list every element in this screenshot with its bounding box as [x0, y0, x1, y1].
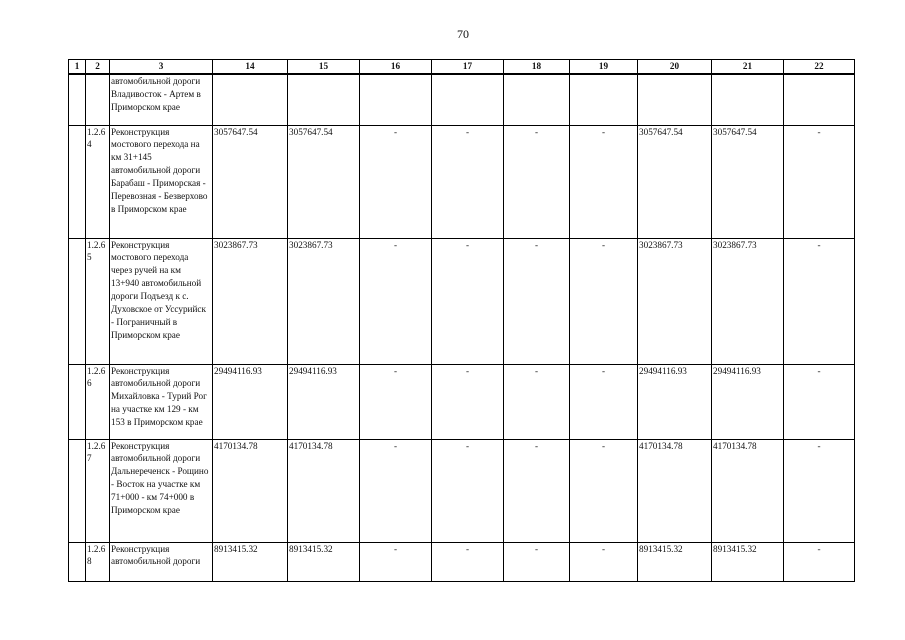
cell-item-name: Реконструкция автомобильной дороги Михайловка - Турий Рог на участке км 129 - км 153 в Приморском крае: [110, 364, 213, 439]
cell-col-20: 29494116.93: [638, 364, 712, 439]
table-header: [69, 60, 855, 75]
header-col-3: 3: [110, 60, 213, 75]
cell-col-16: -: [360, 238, 432, 364]
cell-item-number: 1.2.6 4: [86, 125, 110, 238]
cell-col-17: -: [432, 542, 504, 581]
cell-col-20: 3023867.73: [638, 238, 712, 364]
cell-col-1: [69, 74, 86, 125]
cell-col-1: [69, 238, 86, 364]
table-row: [69, 125, 855, 238]
cell-col-15: 3023867.73: [288, 238, 360, 364]
header-col-15: 15: [288, 60, 360, 75]
cell-col-19: [570, 74, 638, 125]
cell-item-number: 1.2.6 6: [86, 364, 110, 439]
cell-col-17: [432, 74, 504, 125]
cell-col-20: 3057647.54: [638, 125, 712, 238]
cell-col-17: -: [432, 238, 504, 364]
header-col-1: 1: [69, 60, 86, 75]
cell-col-16: -: [360, 125, 432, 238]
cell-item-name: Реконструкция автомобильной дороги: [110, 542, 213, 581]
cell-col-18: -: [504, 542, 570, 581]
cell-col-15: 8913415.32: [288, 542, 360, 581]
cell-col-19: -: [570, 542, 638, 581]
table-row: [69, 238, 855, 364]
cell-col-21: 8913415.32: [712, 542, 784, 581]
cell-col-16: -: [360, 439, 432, 542]
header-col-21: 21: [712, 60, 784, 75]
header-col-2: 2: [86, 60, 110, 75]
cell-col-20: [638, 74, 712, 125]
cell-col-21: 3023867.73: [712, 238, 784, 364]
table-row: [69, 364, 855, 439]
cell-col-22: -: [784, 238, 855, 364]
cell-col-14: 4170134.78: [213, 439, 288, 542]
cell-col-1: [69, 439, 86, 542]
cell-col-21: 29494116.93: [712, 364, 784, 439]
cell-item-name: Реконструкция мостового перехода через ручей на км 13+940 автомобильной дороги Подъезд к с. Духовское от Уссурийск - Пограничный в Приморском крае: [110, 238, 213, 364]
cell-col-15: 3057647.54: [288, 125, 360, 238]
cell-col-14: 3057647.54: [213, 125, 288, 238]
table-body: [69, 74, 855, 581]
cell-col-18: -: [504, 364, 570, 439]
cell-col-15: [288, 74, 360, 125]
cell-col-14: 29494116.93: [213, 364, 288, 439]
cell-item-name: автомобильной дороги Владивосток - Артем в Приморском крае: [110, 74, 213, 125]
cell-col-18: -: [504, 238, 570, 364]
budget-table: [68, 59, 855, 582]
cell-item-number: 1.2.6 8: [86, 542, 110, 581]
cell-col-22: -: [784, 439, 855, 542]
cell-col-19: -: [570, 439, 638, 542]
cell-col-22: -: [784, 125, 855, 238]
header-col-19: 19: [570, 60, 638, 75]
header-col-14: 14: [213, 60, 288, 75]
cell-col-18: -: [504, 439, 570, 542]
cell-col-22: [784, 74, 855, 125]
cell-col-19: -: [570, 125, 638, 238]
header-col-22: 22: [784, 60, 855, 75]
cell-item-number: 1.2.6 7: [86, 439, 110, 542]
cell-col-14: [213, 74, 288, 125]
cell-col-18: [504, 74, 570, 125]
cell-col-14: 3023867.73: [213, 238, 288, 364]
cell-col-17: -: [432, 364, 504, 439]
cell-col-22: -: [784, 364, 855, 439]
header-col-18: 18: [504, 60, 570, 75]
cell-col-15: 29494116.93: [288, 364, 360, 439]
header-col-17: 17: [432, 60, 504, 75]
cell-col-21: 3057647.54: [712, 125, 784, 238]
cell-item-number: [86, 74, 110, 125]
cell-col-18: -: [504, 125, 570, 238]
table-row: [69, 439, 855, 542]
cell-col-16: -: [360, 364, 432, 439]
cell-col-19: -: [570, 364, 638, 439]
cell-col-22: -: [784, 542, 855, 581]
cell-item-name: Реконструкция мостового перехода на км 31+145 автомобильной дороги Барабаш - Приморская - Перевозная - Безверхово в Приморском крае: [110, 125, 213, 238]
cell-col-1: [69, 542, 86, 581]
cell-col-16: -: [360, 542, 432, 581]
cell-col-1: [69, 125, 86, 238]
cell-item-name: Реконструкция автомобильной дороги Дальнереченск - Рощино - Восток на участке км 71+000 - км 74+000 в Приморском крае: [110, 439, 213, 542]
cell-col-21: [712, 74, 784, 125]
cell-col-17: -: [432, 439, 504, 542]
cell-item-number: 1.2.6 5: [86, 238, 110, 364]
cell-col-14: 8913415.32: [213, 542, 288, 581]
table-row: [69, 74, 855, 125]
cell-col-20: 4170134.78: [638, 439, 712, 542]
cell-col-21: 4170134.78: [712, 439, 784, 542]
table-row: [69, 542, 855, 581]
header-col-16: 16: [360, 60, 432, 75]
cell-col-19: -: [570, 238, 638, 364]
cell-col-16: [360, 74, 432, 125]
cell-col-1: [69, 364, 86, 439]
cell-col-17: -: [432, 125, 504, 238]
cell-col-20: 8913415.32: [638, 542, 712, 581]
header-col-20: 20: [638, 60, 712, 75]
cell-col-15: 4170134.78: [288, 439, 360, 542]
page-number: 70: [457, 27, 469, 41]
